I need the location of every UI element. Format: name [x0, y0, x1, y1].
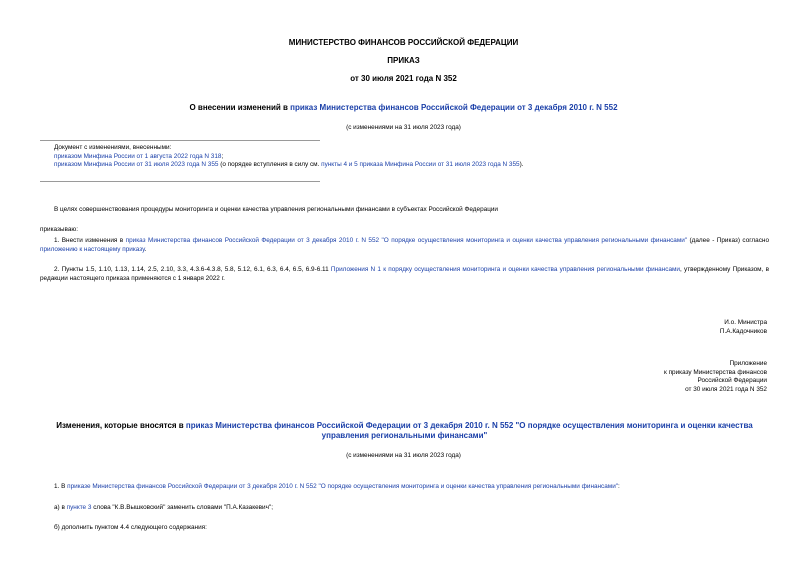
change-a-link[interactable]: пункте 3: [66, 504, 92, 511]
divider-bottom: [40, 181, 320, 182]
change-1-link[interactable]: приказе Министерства финансов Российской Федерации от 3 декабря 2010 г. N 552 "О порядке осуществления мониторинга и оценки качества управления региональными финансами": [67, 483, 619, 490]
appendix-note: [664, 360, 767, 395]
appendix-note-line-1: Приложение: [729, 360, 767, 367]
amendment-link-355[interactable]: приказом Минфина России от 31 июля 2023 года N 355: [54, 161, 219, 169]
order-word: приказываю:: [40, 226, 78, 233]
signature-block: [720, 319, 767, 336]
point-1-text-b: (далее - Приказ) согласно: [687, 237, 769, 244]
point-1-text-c: .: [144, 245, 147, 253]
point-2-text-a: 2. Пункты 1.5, 1.10, 1.13, 1.14, 2.5, 2.10, 3.3, 4.3.6-4.3.8, 5.8, 5.12, 6.1, 6.3, 6.4, 6.5, 6.9-6.11: [54, 266, 331, 273]
doc-date-number: от 30 июля 2021 года N 352: [350, 74, 457, 83]
amendment-item-1: [54, 153, 774, 162]
as-amended-note-2: (с изменениями на 31 июля 2023 года): [346, 452, 461, 459]
amendments-box: [54, 144, 774, 170]
appendix-title: [40, 421, 769, 442]
doc-type: ПРИКАЗ: [387, 56, 420, 65]
divider-top: [40, 140, 320, 141]
point-2: [40, 266, 769, 283]
signature-name: П.А.Кадочников: [719, 327, 767, 335]
change-a-text-b: слова "К.В.Вышковский" заменить словами "П.А.Казакевич";: [91, 504, 273, 511]
point-1-link-order[interactable]: приказ Министерства финансов Российской Федерации от 3 декабря 2010 г. N 552 "О порядке осуществления мониторинга и оценки качества управления региональными финансами": [125, 237, 688, 244]
doc-title-prefix: О внесении изменений в: [189, 103, 291, 112]
amendment-item-2: [54, 161, 774, 170]
amendment-link-318[interactable]: приказом Минфина России от 1 августа 2022 года N 318: [54, 152, 222, 160]
change-a-text-a: а) в: [54, 504, 67, 511]
appendix-note-line-3: Российской Федерации: [697, 377, 767, 385]
appendix-title-prefix: Изменения, которые вносятся в: [56, 421, 186, 430]
change-a: [54, 504, 769, 513]
ministry-heading: МИНИСТЕРСТВО ФИНАНСОВ РОССИЙСКОЙ ФЕДЕРАЦИИ: [288, 38, 519, 47]
point-2-text-b: , утвержденному Приказом, в редакции настоящего приказа применяются с 1 января 2022 г.: [40, 266, 769, 282]
signature-position: И.о. Министра: [724, 319, 767, 326]
preamble: В целях совершенствования процедуры мониторинга и оценки качества управления региональными финансами в субъектах Российской Федерации: [54, 206, 498, 213]
point-1-link-appendix[interactable]: приложению к настоящему приказу: [40, 245, 145, 253]
doc-title-link[interactable]: приказ Министерства финансов Российской Федерации от 3 декабря 2010 г. N 552: [290, 103, 618, 112]
appendix-title-link[interactable]: приказ Министерства финансов Российской Федерации от 3 декабря 2010 г. N 552 "О порядке осуществления мониторинга и оценки качества управления региональными финансами": [185, 421, 753, 441]
point-1-text-a: 1. Внести изменения в: [54, 237, 126, 244]
appendix-note-line-4: от 30 июля 2021 года N 352: [685, 385, 767, 393]
amendments-intro: Документ с изменениями, внесенными:: [54, 144, 172, 151]
point-1: [40, 237, 769, 254]
change-1: [54, 483, 769, 492]
amendment-item-2-mid: (о порядке вступления в силу см.: [218, 161, 322, 169]
point-2-link[interactable]: Приложения N 1 к порядку осуществления мониторинга и оценки качества управления региональными финансами: [330, 266, 680, 273]
change-1-text-b: :: [618, 483, 620, 490]
change-1-text-a: 1. В: [54, 483, 68, 490]
as-amended-note: (с изменениями на 31 июля 2023 года): [346, 124, 461, 131]
amendment-item-1-tail: ;: [221, 152, 224, 160]
amendment-link-points[interactable]: пункты 4 и 5 приказа Минфина России от 31 июля 2023 года N 355: [321, 161, 520, 169]
change-b: б) дополнить пунктом 4.4 следующего содержания:: [54, 524, 207, 531]
doc-title: [0, 103, 807, 114]
amendment-item-2-tail: ).: [519, 161, 524, 169]
appendix-note-line-2: к приказу Министерства финансов: [664, 368, 767, 376]
